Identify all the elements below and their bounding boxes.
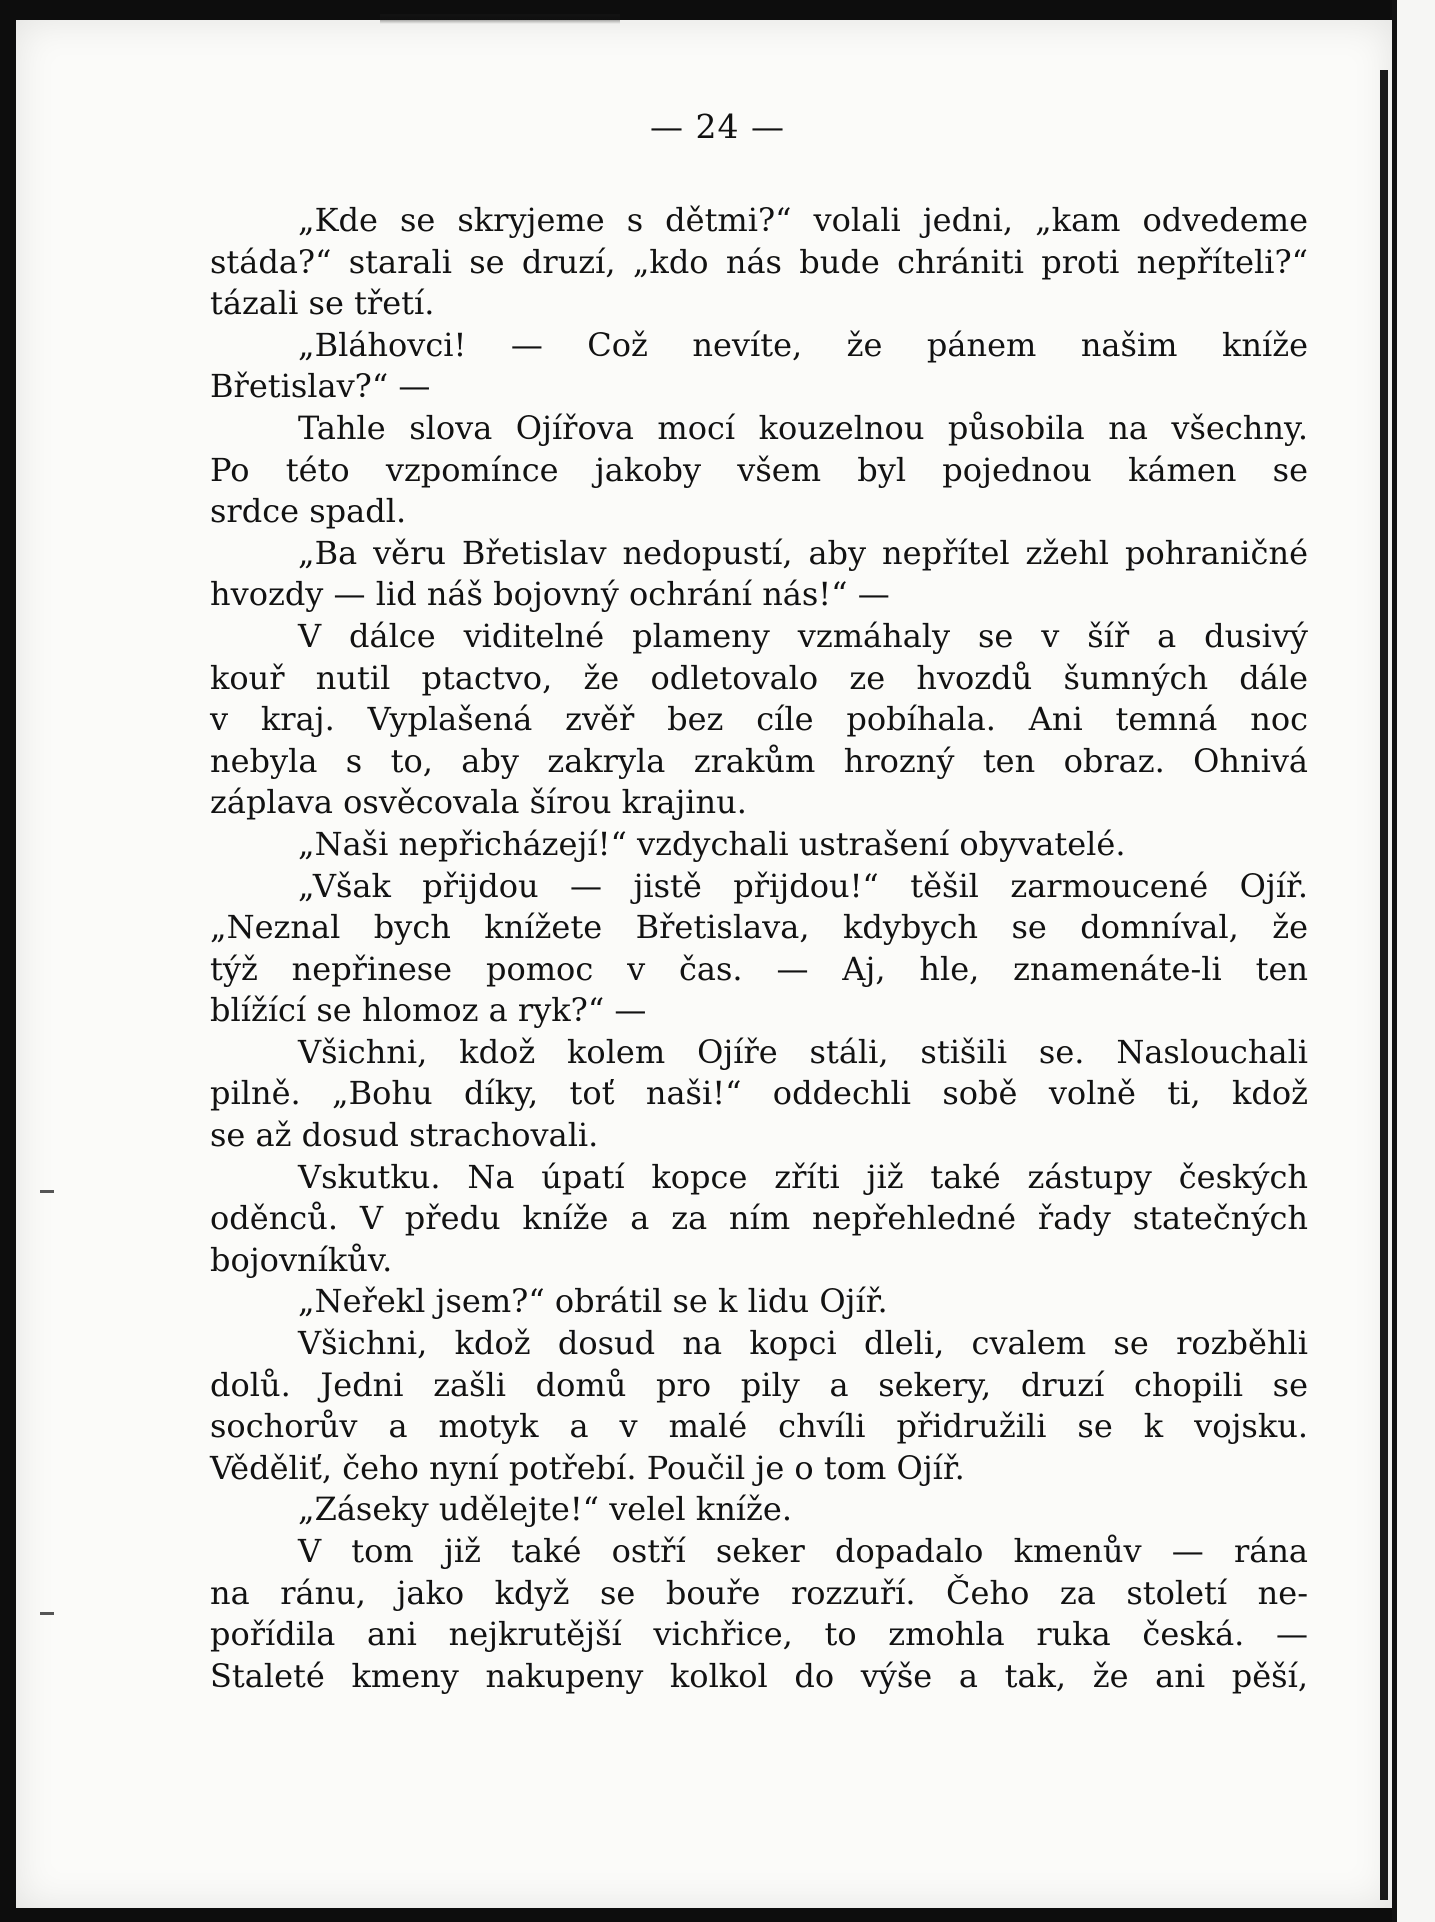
text-line: „Kde se skryjeme s dětmi?“ volali jedni, „kam odvedeme xyxy=(298,201,1308,239)
text-line: pořídila ani nejkrutější vichřice, to zmohla ruka česká. — xyxy=(210,1615,1308,1654)
text-line: Tahle slova Ojířova mocí kouzelnou působila na všechny. xyxy=(298,408,1308,447)
text-line: „Naši nepřicházejí!“ vzdychali ustrašení obyvatelé. xyxy=(298,824,1126,863)
text-line: Po této vzpomínce jakoby všem byl pojednou kámen se xyxy=(210,450,1308,489)
text-line: dolů. Jedni zašli domů pro pily a sekery, druzí chopili se xyxy=(210,1365,1308,1404)
text-line: Vskutku. Na úpatí kopce zříti již také zástupy českých xyxy=(298,1157,1308,1196)
text-line: bojovníkův. xyxy=(210,1240,393,1279)
text-line: „Ba věru Břetislav nedopustí, aby nepřítel zžehl pohraničné xyxy=(298,533,1308,572)
text-line: Všichni, kdož kolem Ojíře stáli, stišili se. Naslouchali xyxy=(298,1032,1308,1071)
text-line: stáda?“ starali se druzí, „kdo nás bude chrániti proti nepříteli?“ xyxy=(210,242,1308,281)
text-line: nebyla s to, aby zakryla zrakům hrozný ten obraz. Ohnivá xyxy=(210,741,1308,780)
text-line: „Neznal bych knížete Břetislava, kdybych se domníval, že xyxy=(210,908,1308,947)
text-line: v kraj. Vyplašená zvěř bez cíle pobíhala. Ani temná noc xyxy=(210,700,1308,739)
text-line: V dálce viditelné plameny vzmáhaly se v šíř a dusivý xyxy=(298,616,1308,655)
scan-smudge xyxy=(380,14,620,24)
margin-mark xyxy=(40,1612,54,1615)
scan-edge xyxy=(1392,0,1435,1922)
text-line: se až dosud strachovali. xyxy=(210,1116,599,1155)
text-line: týž nepřinese pomoc v čas. — Aj, hle, znamenáte-li ten xyxy=(210,949,1308,988)
text-line: na ránu, jako když se bouře rozzuří. Čeho za století ne- xyxy=(210,1573,1308,1612)
text-line: oděnců. V předu kníže a za ním nepřehledné řady statečných xyxy=(210,1199,1308,1238)
text-line: hvozdy — lid náš bojovný ochrání nás!“ — xyxy=(210,575,890,614)
text-line: Věděliť, čeho nyní potřebí. Poučil je o tom Ojíř. xyxy=(210,1448,965,1487)
text-line: V tom již také ostří seker dopadalo kmenův — rána xyxy=(298,1532,1308,1570)
binding-gutter xyxy=(1380,70,1388,1900)
text-line: Staleté kmeny nakupeny kolkol do výše a tak, že ani pěší, xyxy=(210,1656,1308,1695)
page-number: — 24 — xyxy=(650,107,785,146)
text-line: blížící se hlomoz a ryk?“ — xyxy=(210,991,647,1030)
margin-mark xyxy=(40,1190,54,1193)
text-line: „Záseky udělejte!“ velel kníže. xyxy=(298,1490,792,1529)
text-line: „Bláhovci! — Což nevíte, že pánem našim kníže xyxy=(298,325,1308,364)
text-line: tázali se třetí. xyxy=(210,284,435,323)
text-line: Břetislav?“ — xyxy=(210,367,431,406)
text-line: „Neřekl jsem?“ obrátil se k lidu Ojíř. xyxy=(298,1282,888,1321)
text-line: kouř nutil ptactvo, že odletovalo ze hvozdů šumných dále xyxy=(210,658,1308,697)
text-line: sochorův a motyk a v malé chvíli přidružili se k vojsku. xyxy=(210,1407,1308,1446)
text-line: pilně. „Bohu díky, toť naši!“ oddechli sobě volně ti, kdož xyxy=(210,1074,1308,1113)
text-line: „Však přijdou — jistě přijdou!“ těšil zarmoucené Ojíř. xyxy=(298,866,1308,905)
text-line: záplava osvěcovala šírou krajinu. xyxy=(210,783,747,822)
text-line: Všichni, kdož dosud na kopci dleli, cvalem se rozběhli xyxy=(298,1324,1308,1363)
text-line: srdce spadl. xyxy=(210,492,407,531)
body-text xyxy=(210,200,1308,1697)
